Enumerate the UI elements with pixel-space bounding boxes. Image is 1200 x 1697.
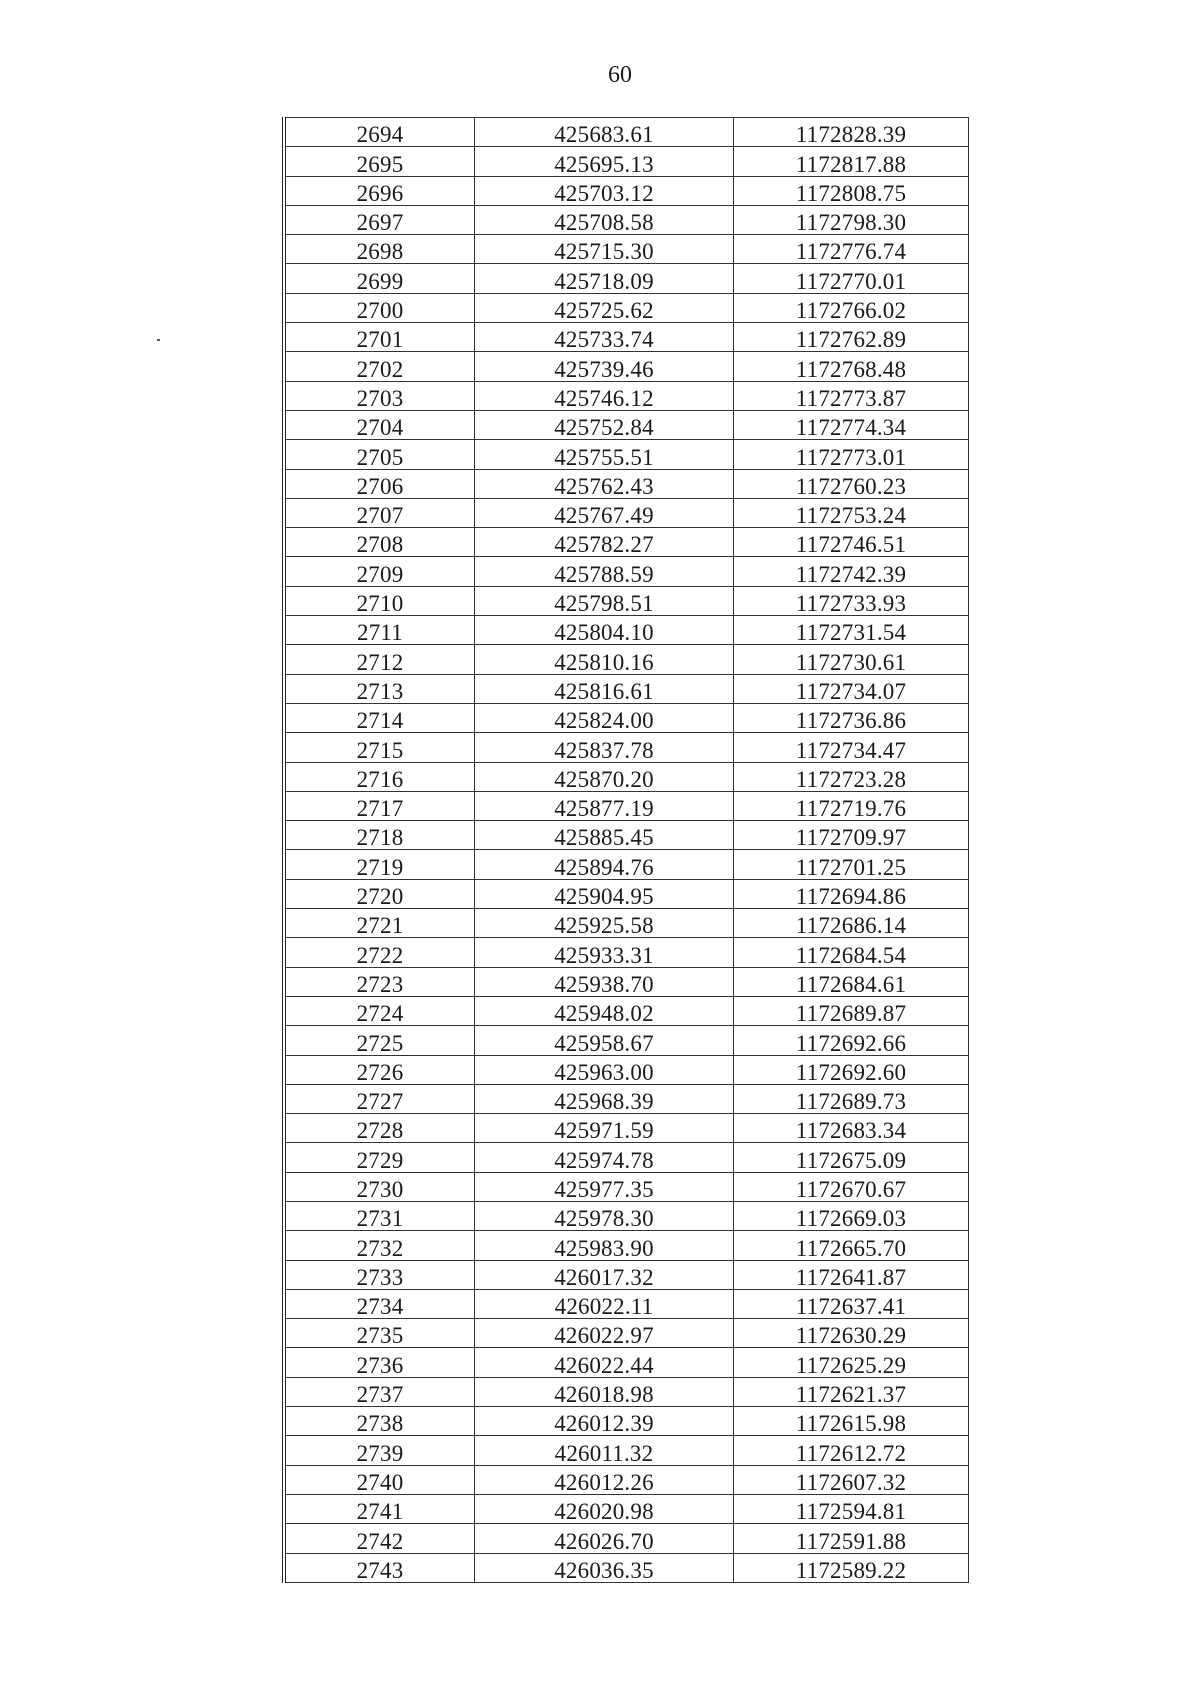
table-row [284, 1026, 969, 1055]
point-number-cell: 2700 [284, 293, 475, 322]
point-number-cell: 2696 [284, 176, 475, 205]
table-row [284, 235, 969, 264]
point-number-cell: 2726 [284, 1055, 475, 1084]
x-coordinate-cell: 425755.51 [475, 440, 734, 469]
x-coordinate-cell: 426036.35 [475, 1553, 734, 1582]
x-coordinate-cell: 425870.20 [475, 762, 734, 791]
point-number-cell: 2711 [284, 616, 475, 645]
y-coordinate-cell: 1172773.87 [734, 381, 969, 410]
x-coordinate-cell: 425925.58 [475, 909, 734, 938]
point-number-cell: 2740 [284, 1465, 475, 1494]
table-row [284, 440, 969, 469]
y-coordinate-cell: 1172701.25 [734, 850, 969, 879]
coordinates-table [282, 117, 969, 1583]
point-number-cell: 2741 [284, 1494, 475, 1523]
y-coordinate-cell: 1172591.88 [734, 1524, 969, 1553]
table-row [284, 645, 969, 674]
scan-speck [157, 339, 160, 341]
x-coordinate-cell: 425978.30 [475, 1201, 734, 1230]
x-coordinate-cell: 426017.32 [475, 1260, 734, 1289]
table-row [284, 469, 969, 498]
table-row [284, 498, 969, 527]
y-coordinate-cell: 1172684.61 [734, 967, 969, 996]
point-number-cell: 2728 [284, 1114, 475, 1143]
y-coordinate-cell: 1172770.01 [734, 264, 969, 293]
x-coordinate-cell: 425983.90 [475, 1231, 734, 1260]
y-coordinate-cell: 1172760.23 [734, 469, 969, 498]
y-coordinate-cell: 1172607.32 [734, 1465, 969, 1494]
point-number-cell: 2735 [284, 1319, 475, 1348]
y-coordinate-cell: 1172665.70 [734, 1231, 969, 1260]
y-coordinate-cell: 1172762.89 [734, 323, 969, 352]
table-row [284, 557, 969, 586]
y-coordinate-cell: 1172689.73 [734, 1084, 969, 1113]
point-number-cell: 2743 [284, 1553, 475, 1582]
x-coordinate-cell: 425718.09 [475, 264, 734, 293]
table-row [284, 1172, 969, 1201]
page-number: 60 [608, 62, 632, 88]
point-number-cell: 2703 [284, 381, 475, 410]
y-coordinate-cell: 1172689.87 [734, 996, 969, 1025]
table-row [284, 410, 969, 439]
x-coordinate-cell: 425708.58 [475, 205, 734, 234]
x-coordinate-cell: 426020.98 [475, 1494, 734, 1523]
y-coordinate-cell: 1172746.51 [734, 528, 969, 557]
x-coordinate-cell: 425894.76 [475, 850, 734, 879]
y-coordinate-cell: 1172612.72 [734, 1436, 969, 1465]
y-coordinate-cell: 1172731.54 [734, 616, 969, 645]
point-number-cell: 2705 [284, 440, 475, 469]
table-row [284, 586, 969, 615]
y-coordinate-cell: 1172641.87 [734, 1260, 969, 1289]
table-row [284, 616, 969, 645]
table-row [284, 1407, 969, 1436]
y-coordinate-cell: 1172692.66 [734, 1026, 969, 1055]
y-coordinate-cell: 1172709.97 [734, 821, 969, 850]
point-number-cell: 2712 [284, 645, 475, 674]
y-coordinate-cell: 1172742.39 [734, 557, 969, 586]
x-coordinate-cell: 425746.12 [475, 381, 734, 410]
table-row [284, 1377, 969, 1406]
x-coordinate-cell: 425885.45 [475, 821, 734, 850]
coordinates-table-body [284, 118, 969, 1583]
table-row [284, 1319, 969, 1348]
y-coordinate-cell: 1172734.47 [734, 733, 969, 762]
table-row [284, 293, 969, 322]
table-row [284, 674, 969, 703]
x-coordinate-cell: 425695.13 [475, 147, 734, 176]
x-coordinate-cell: 425938.70 [475, 967, 734, 996]
x-coordinate-cell: 425977.35 [475, 1172, 734, 1201]
y-coordinate-cell: 1172828.39 [734, 118, 969, 147]
point-number-cell: 2702 [284, 352, 475, 381]
table-row [284, 1143, 969, 1172]
y-coordinate-cell: 1172637.41 [734, 1289, 969, 1318]
y-coordinate-cell: 1172774.34 [734, 410, 969, 439]
x-coordinate-cell: 425733.74 [475, 323, 734, 352]
x-coordinate-cell: 426012.26 [475, 1465, 734, 1494]
x-coordinate-cell: 426011.32 [475, 1436, 734, 1465]
x-coordinate-cell: 425877.19 [475, 791, 734, 820]
point-number-cell: 2717 [284, 791, 475, 820]
point-number-cell: 2720 [284, 879, 475, 908]
x-coordinate-cell: 426022.11 [475, 1289, 734, 1318]
y-coordinate-cell: 1172736.86 [734, 703, 969, 732]
table-row [284, 528, 969, 557]
table-row [284, 352, 969, 381]
table-row [284, 967, 969, 996]
point-number-cell: 2731 [284, 1201, 475, 1230]
x-coordinate-cell: 425798.51 [475, 586, 734, 615]
y-coordinate-cell: 1172625.29 [734, 1348, 969, 1377]
table-row [284, 879, 969, 908]
point-number-cell: 2714 [284, 703, 475, 732]
point-number-cell: 2733 [284, 1260, 475, 1289]
point-number-cell: 2723 [284, 967, 475, 996]
y-coordinate-cell: 1172734.07 [734, 674, 969, 703]
point-number-cell: 2704 [284, 410, 475, 439]
table-row [284, 205, 969, 234]
y-coordinate-cell: 1172753.24 [734, 498, 969, 527]
table-row [284, 381, 969, 410]
point-number-cell: 2699 [284, 264, 475, 293]
table-row [284, 264, 969, 293]
y-coordinate-cell: 1172683.34 [734, 1114, 969, 1143]
x-coordinate-cell: 425725.62 [475, 293, 734, 322]
table-row [284, 118, 969, 147]
table-row [284, 821, 969, 850]
point-number-cell: 2721 [284, 909, 475, 938]
x-coordinate-cell: 425752.84 [475, 410, 734, 439]
table-row [284, 703, 969, 732]
x-coordinate-cell: 425762.43 [475, 469, 734, 498]
table-row [284, 1465, 969, 1494]
table-row [284, 762, 969, 791]
x-coordinate-cell: 426012.39 [475, 1407, 734, 1436]
point-number-cell: 2713 [284, 674, 475, 703]
table-row [284, 1084, 969, 1113]
point-number-cell: 2708 [284, 528, 475, 557]
x-coordinate-cell: 425767.49 [475, 498, 734, 527]
table-row [284, 1201, 969, 1230]
table-row [284, 147, 969, 176]
y-coordinate-cell: 1172675.09 [734, 1143, 969, 1172]
y-coordinate-cell: 1172773.01 [734, 440, 969, 469]
point-number-cell: 2729 [284, 1143, 475, 1172]
y-coordinate-cell: 1172669.03 [734, 1201, 969, 1230]
y-coordinate-cell: 1172733.93 [734, 586, 969, 615]
x-coordinate-cell: 426022.97 [475, 1319, 734, 1348]
point-number-cell: 2710 [284, 586, 475, 615]
y-coordinate-cell: 1172719.76 [734, 791, 969, 820]
y-coordinate-cell: 1172615.98 [734, 1407, 969, 1436]
y-coordinate-cell: 1172692.60 [734, 1055, 969, 1084]
y-coordinate-cell: 1172594.81 [734, 1494, 969, 1523]
point-number-cell: 2697 [284, 205, 475, 234]
x-coordinate-cell: 425683.61 [475, 118, 734, 147]
point-number-cell: 2716 [284, 762, 475, 791]
point-number-cell: 2738 [284, 1407, 475, 1436]
point-number-cell: 2719 [284, 850, 475, 879]
x-coordinate-cell: 425782.27 [475, 528, 734, 557]
point-number-cell: 2707 [284, 498, 475, 527]
point-number-cell: 2727 [284, 1084, 475, 1113]
point-number-cell: 2706 [284, 469, 475, 498]
y-coordinate-cell: 1172630.29 [734, 1319, 969, 1348]
table-row [284, 1553, 969, 1582]
point-number-cell: 2709 [284, 557, 475, 586]
y-coordinate-cell: 1172670.67 [734, 1172, 969, 1201]
table-row [284, 938, 969, 967]
y-coordinate-cell: 1172730.61 [734, 645, 969, 674]
table-row [284, 176, 969, 205]
point-number-cell: 2742 [284, 1524, 475, 1553]
x-coordinate-cell: 425963.00 [475, 1055, 734, 1084]
table-row [284, 733, 969, 762]
y-coordinate-cell: 1172766.02 [734, 293, 969, 322]
table-row [284, 1055, 969, 1084]
point-number-cell: 2698 [284, 235, 475, 264]
table-row [284, 1348, 969, 1377]
table-row [284, 791, 969, 820]
x-coordinate-cell: 425837.78 [475, 733, 734, 762]
table-row [284, 1231, 969, 1260]
point-number-cell: 2722 [284, 938, 475, 967]
point-number-cell: 2715 [284, 733, 475, 762]
y-coordinate-cell: 1172589.22 [734, 1553, 969, 1582]
x-coordinate-cell: 425968.39 [475, 1084, 734, 1113]
x-coordinate-cell: 426018.98 [475, 1377, 734, 1406]
x-coordinate-cell: 426026.70 [475, 1524, 734, 1553]
x-coordinate-cell: 425933.31 [475, 938, 734, 967]
y-coordinate-cell: 1172723.28 [734, 762, 969, 791]
point-number-cell: 2737 [284, 1377, 475, 1406]
point-number-cell: 2701 [284, 323, 475, 352]
table-row [284, 323, 969, 352]
table-row [284, 909, 969, 938]
y-coordinate-cell: 1172798.30 [734, 205, 969, 234]
y-coordinate-cell: 1172817.88 [734, 147, 969, 176]
y-coordinate-cell: 1172776.74 [734, 235, 969, 264]
y-coordinate-cell: 1172621.37 [734, 1377, 969, 1406]
x-coordinate-cell: 425703.12 [475, 176, 734, 205]
point-number-cell: 2695 [284, 147, 475, 176]
table-row [284, 1289, 969, 1318]
y-coordinate-cell: 1172694.86 [734, 879, 969, 908]
point-number-cell: 2739 [284, 1436, 475, 1465]
point-number-cell: 2725 [284, 1026, 475, 1055]
point-number-cell: 2734 [284, 1289, 475, 1318]
x-coordinate-cell: 425810.16 [475, 645, 734, 674]
point-number-cell: 2718 [284, 821, 475, 850]
x-coordinate-cell: 425788.59 [475, 557, 734, 586]
point-number-cell: 2736 [284, 1348, 475, 1377]
point-number-cell: 2724 [284, 996, 475, 1025]
y-coordinate-cell: 1172684.54 [734, 938, 969, 967]
table-row [284, 996, 969, 1025]
table-row [284, 1494, 969, 1523]
x-coordinate-cell: 425974.78 [475, 1143, 734, 1172]
table-row [284, 1114, 969, 1143]
point-number-cell: 2694 [284, 118, 475, 147]
table-row [284, 1524, 969, 1553]
table-row [284, 850, 969, 879]
x-coordinate-cell: 425824.00 [475, 703, 734, 732]
x-coordinate-cell: 426022.44 [475, 1348, 734, 1377]
x-coordinate-cell: 425804.10 [475, 616, 734, 645]
x-coordinate-cell: 425715.30 [475, 235, 734, 264]
x-coordinate-cell: 425739.46 [475, 352, 734, 381]
y-coordinate-cell: 1172686.14 [734, 909, 969, 938]
x-coordinate-cell: 425958.67 [475, 1026, 734, 1055]
x-coordinate-cell: 425948.02 [475, 996, 734, 1025]
x-coordinate-cell: 425971.59 [475, 1114, 734, 1143]
table-row [284, 1436, 969, 1465]
point-number-cell: 2732 [284, 1231, 475, 1260]
x-coordinate-cell: 425904.95 [475, 879, 734, 908]
point-number-cell: 2730 [284, 1172, 475, 1201]
table-row [284, 1260, 969, 1289]
y-coordinate-cell: 1172808.75 [734, 176, 969, 205]
x-coordinate-cell: 425816.61 [475, 674, 734, 703]
y-coordinate-cell: 1172768.48 [734, 352, 969, 381]
